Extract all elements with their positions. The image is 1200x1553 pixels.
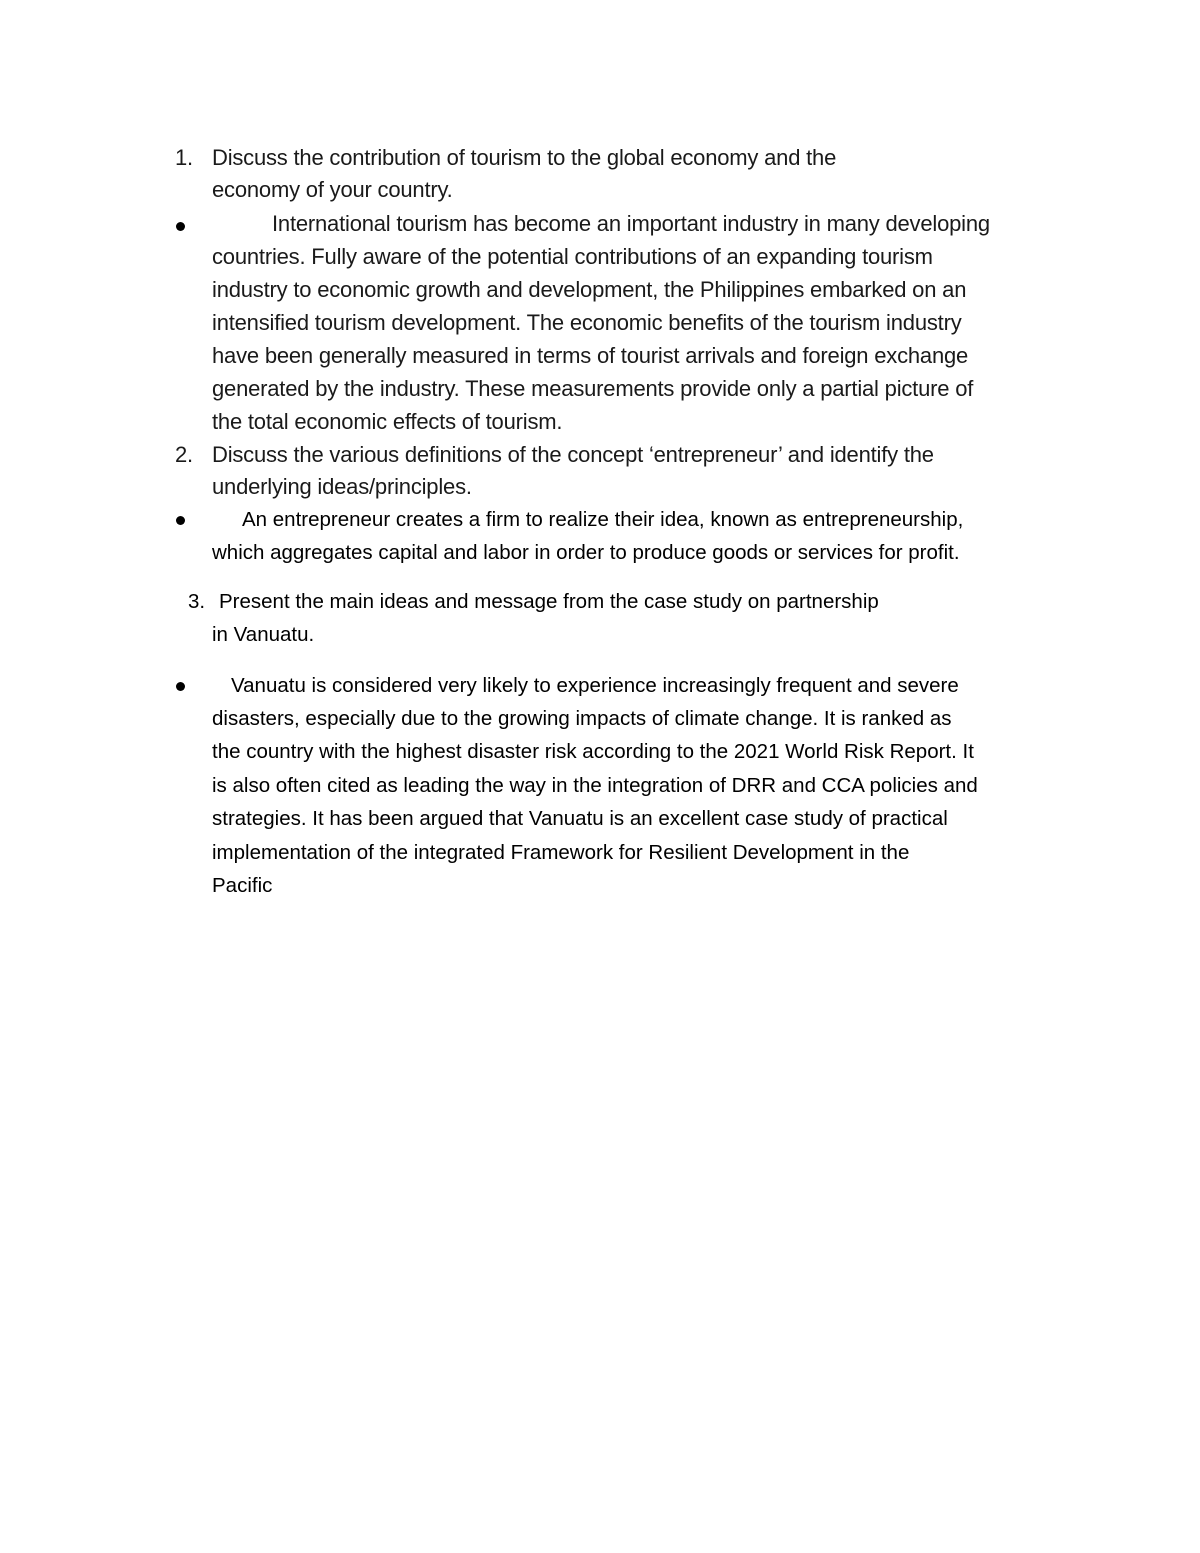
answer-line: which aggregates capital and labor in order to produce goods or services for profit.	[212, 541, 960, 564]
question-line: underlying ideas/principles.	[212, 474, 472, 499]
question-line: in Vanuatu.	[212, 623, 315, 646]
question-line: Present the main ideas and message from the case study on partnership	[219, 590, 879, 613]
list-number: 3.	[188, 590, 206, 613]
answer-line: countries. Fully aware of the potential contributions of an expanding tourism	[212, 244, 933, 269]
answer-line: Vanuatu is considered very likely to experience increasingly frequent and severe	[231, 674, 959, 697]
question-line: Discuss the various definitions of the concept ‘entrepreneur’ and identify the	[212, 442, 934, 467]
answer-line: Pacific	[212, 874, 273, 897]
answer-line: industry to economic growth and development, the Philippines embarked on an	[212, 277, 967, 302]
question-line: economy of your country.	[212, 177, 453, 202]
answer-line: strategies. It has been argued that Vanuatu is an excellent case study of practical	[212, 807, 948, 830]
answer-line: intensified tourism development. The economic benefits of the tourism industry	[212, 310, 962, 335]
bullet-icon	[176, 222, 185, 231]
question-line: Discuss the contribution of tourism to the global economy and the	[212, 145, 837, 170]
bullet-icon	[176, 516, 185, 525]
answer-line: implementation of the integrated Framework for Resilient Development in the	[212, 841, 910, 864]
answer-line: International tourism has become an important industry in many developing	[272, 211, 990, 236]
list-number: 2.	[175, 442, 193, 467]
answer-line: An entrepreneur creates a firm to realize their idea, known as entrepreneurship,	[242, 508, 964, 531]
answer-line: the country with the highest disaster risk according to the 2021 World Risk Report. It	[212, 740, 974, 763]
answer-line: disasters, especially due to the growing impacts of climate change. It is ranked as	[212, 707, 952, 730]
list-number: 1.	[175, 145, 193, 170]
answer-line: is also often cited as leading the way in the integration of DRR and CCA policies and	[212, 774, 978, 797]
answer-line: the total economic effects of tourism.	[212, 409, 563, 434]
answer-line: have been generally measured in terms of tourist arrivals and foreign exchange	[212, 343, 969, 368]
bullet-icon	[176, 682, 185, 691]
answer-line: generated by the industry. These measurements provide only a partial picture of	[212, 376, 974, 401]
